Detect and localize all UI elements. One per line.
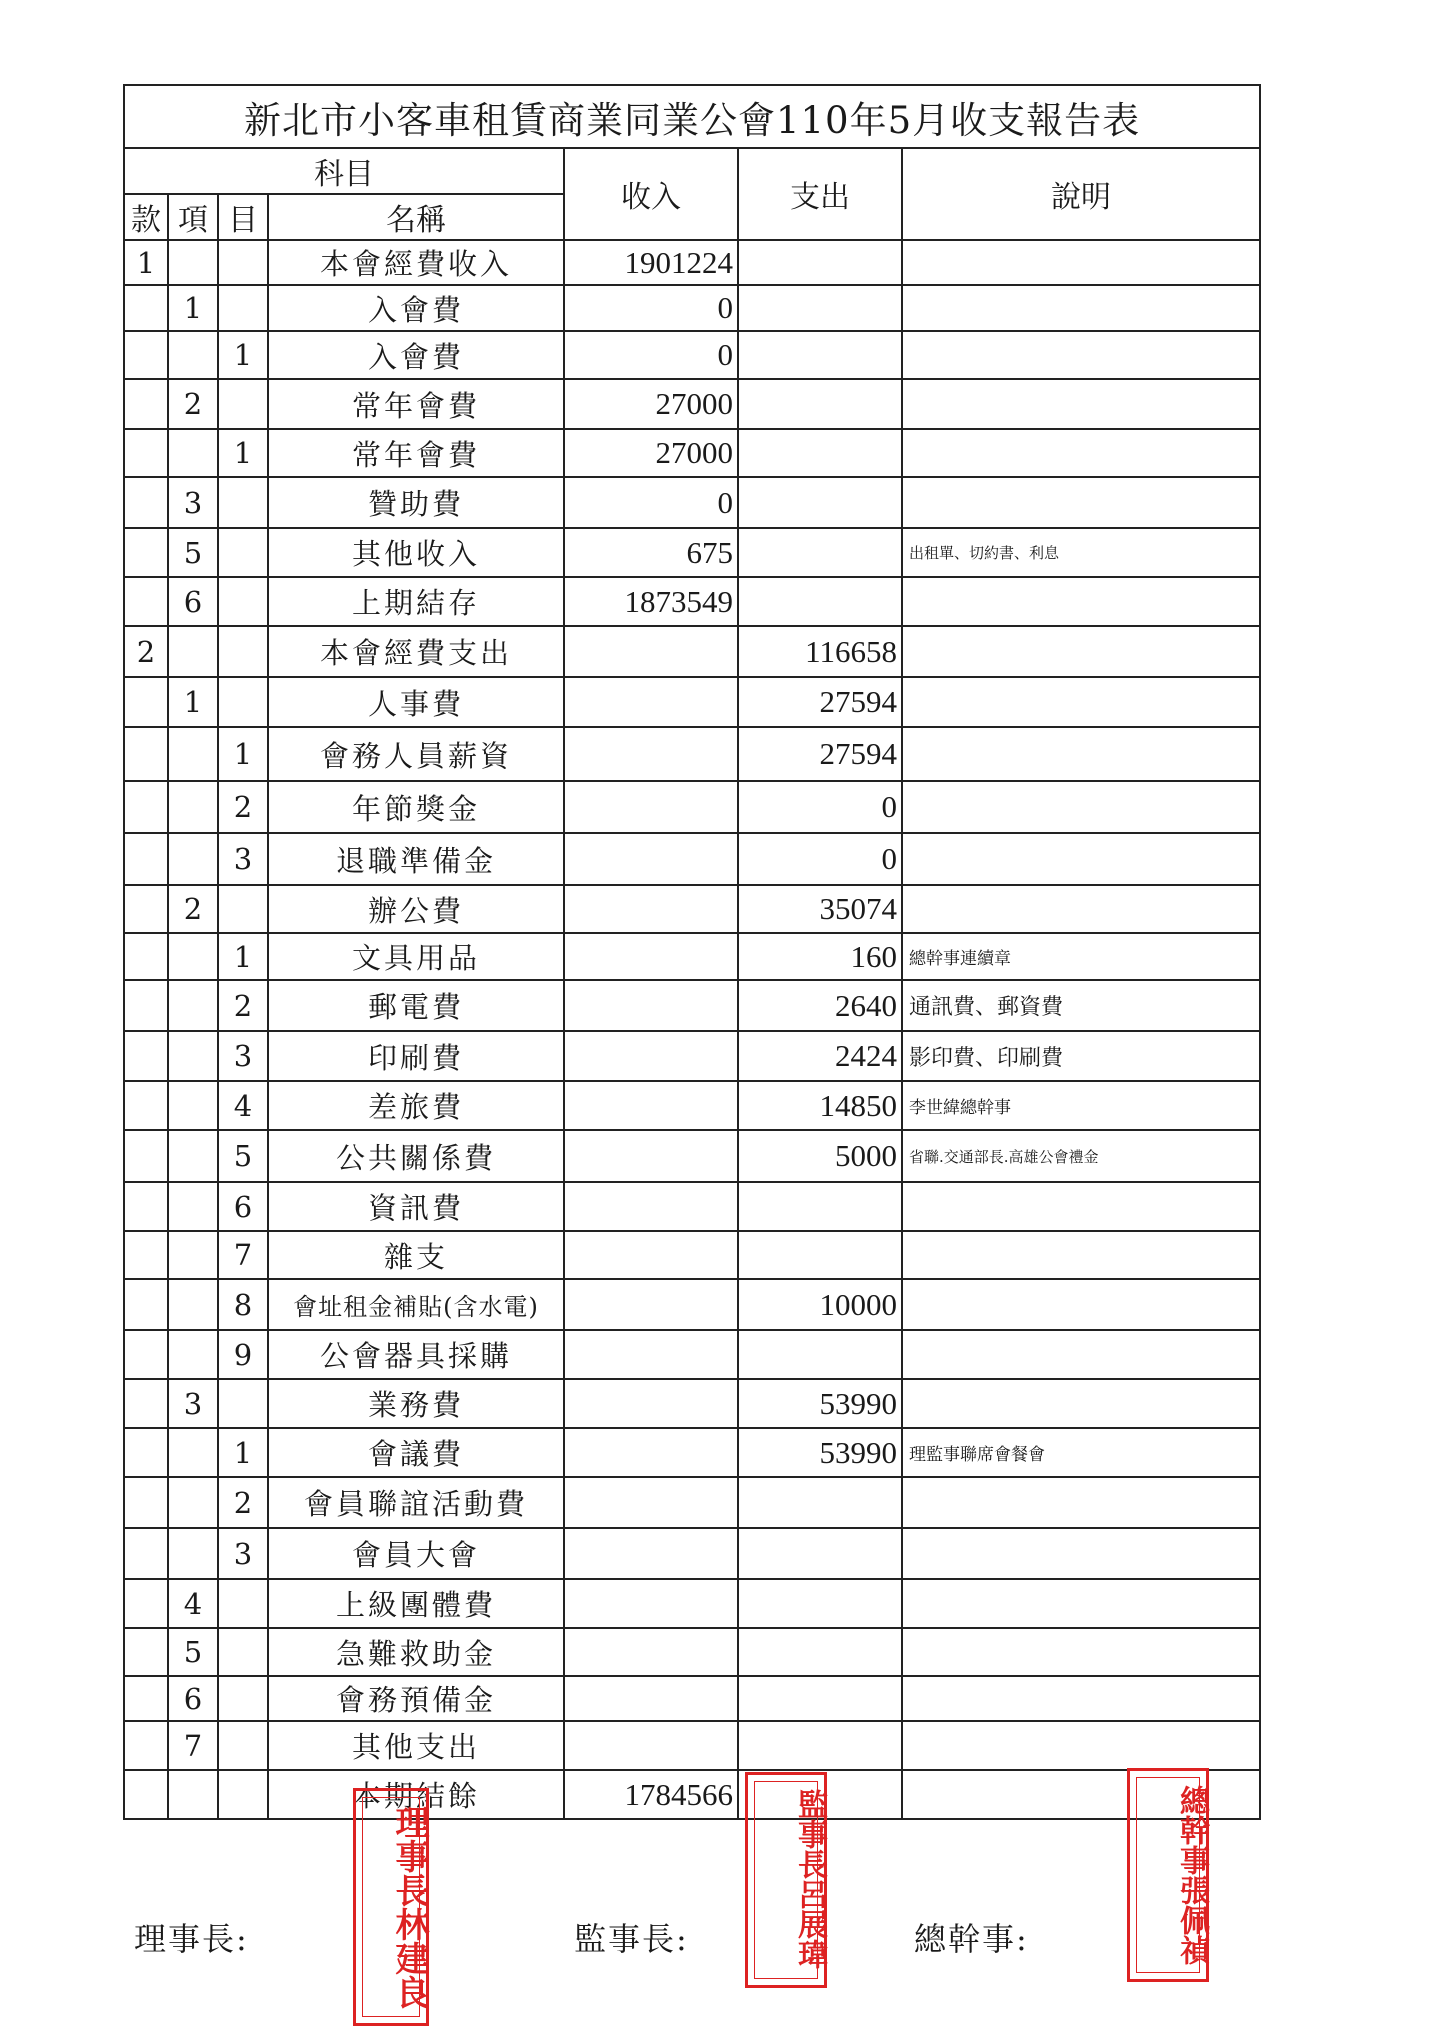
kuan-cell bbox=[124, 1379, 168, 1428]
income-cell bbox=[564, 1721, 738, 1770]
table-row bbox=[124, 1579, 1260, 1628]
kuan-cell bbox=[124, 833, 168, 885]
item-name-cell: 急難救助金 bbox=[268, 1628, 564, 1676]
note-cell bbox=[902, 833, 1260, 885]
income-expense-report-table bbox=[123, 84, 1261, 1820]
note-cell bbox=[902, 240, 1260, 285]
income-cell: 0 bbox=[564, 285, 738, 331]
item-name-cell: 差旅費 bbox=[268, 1081, 564, 1130]
item-name-cell: 人事費 bbox=[268, 677, 564, 727]
mu-cell bbox=[218, 885, 268, 933]
income-cell: 27000 bbox=[564, 379, 738, 429]
mu-header: 目 bbox=[218, 194, 268, 240]
note-cell: 通訊費、郵資費 bbox=[902, 980, 1260, 1031]
secretary-stamp-text: 總幹事張佩禎 bbox=[1174, 1785, 1209, 1965]
note-cell: 省聯.交通部長.高雄公會禮金 bbox=[902, 1130, 1260, 1182]
table-row bbox=[124, 1081, 1260, 1130]
item-name-cell: 文具用品 bbox=[268, 933, 564, 980]
kuan-cell bbox=[124, 1770, 168, 1819]
expense-cell: 2424 bbox=[738, 1031, 902, 1081]
table-row bbox=[124, 833, 1260, 885]
mu-cell: 8 bbox=[218, 1279, 268, 1330]
xiang-cell bbox=[168, 1330, 218, 1379]
item-name-cell: 公共關係費 bbox=[268, 1130, 564, 1182]
kuan-cell bbox=[124, 429, 168, 477]
item-name-cell: 會務人員薪資 bbox=[268, 727, 564, 781]
table-row bbox=[124, 1676, 1260, 1721]
note-cell bbox=[902, 677, 1260, 727]
kuan-cell bbox=[124, 331, 168, 379]
kuan-cell bbox=[124, 1579, 168, 1628]
xiang-cell: 3 bbox=[168, 477, 218, 528]
table-row bbox=[124, 528, 1260, 577]
kuan-cell bbox=[124, 1031, 168, 1081]
expense-cell: 53990 bbox=[738, 1379, 902, 1428]
kuan-cell bbox=[124, 980, 168, 1031]
xiang-cell bbox=[168, 980, 218, 1031]
income-cell bbox=[564, 1081, 738, 1130]
expense-cell: 27594 bbox=[738, 677, 902, 727]
expense-cell bbox=[738, 331, 902, 379]
item-name-cell: 印刷費 bbox=[268, 1031, 564, 1081]
income-cell bbox=[564, 727, 738, 781]
mu-cell: 6 bbox=[218, 1182, 268, 1231]
income-cell bbox=[564, 885, 738, 933]
xiang-cell: 6 bbox=[168, 577, 218, 626]
table-row bbox=[124, 477, 1260, 528]
xiang-cell bbox=[168, 626, 218, 677]
table-row bbox=[124, 240, 1260, 285]
mu-cell: 2 bbox=[218, 980, 268, 1031]
note-cell bbox=[902, 577, 1260, 626]
xiang-cell: 1 bbox=[168, 677, 218, 727]
note-cell bbox=[902, 1676, 1260, 1721]
income-cell bbox=[564, 781, 738, 833]
income-cell bbox=[564, 1379, 738, 1428]
mu-cell: 3 bbox=[218, 833, 268, 885]
table-row bbox=[124, 1182, 1260, 1231]
kuan-cell bbox=[124, 477, 168, 528]
note-cell bbox=[902, 1721, 1260, 1770]
kuan-cell bbox=[124, 1721, 168, 1770]
note-cell bbox=[902, 1579, 1260, 1628]
item-name-cell: 上期結存 bbox=[268, 577, 564, 626]
expense-cell: 35074 bbox=[738, 885, 902, 933]
kuan-cell bbox=[124, 781, 168, 833]
expense-cell bbox=[738, 285, 902, 331]
mu-cell: 2 bbox=[218, 1477, 268, 1528]
income-cell bbox=[564, 1676, 738, 1721]
table-row bbox=[124, 1130, 1260, 1182]
xiang-cell: 5 bbox=[168, 1628, 218, 1676]
mu-cell: 9 bbox=[218, 1330, 268, 1379]
table-row bbox=[124, 1428, 1260, 1477]
income-cell: 675 bbox=[564, 528, 738, 577]
kuan-cell bbox=[124, 727, 168, 781]
note-cell bbox=[902, 331, 1260, 379]
mu-cell: 1 bbox=[218, 727, 268, 781]
xiang-cell bbox=[168, 1081, 218, 1130]
income-cell bbox=[564, 833, 738, 885]
mu-cell bbox=[218, 379, 268, 429]
income-cell bbox=[564, 1279, 738, 1330]
income-cell: 27000 bbox=[564, 429, 738, 477]
kuan-cell bbox=[124, 933, 168, 980]
table-row bbox=[124, 1477, 1260, 1528]
note-cell: 出租單、切約書、利息 bbox=[902, 528, 1260, 577]
income-cell bbox=[564, 677, 738, 727]
mu-cell bbox=[218, 1628, 268, 1676]
table-row bbox=[124, 1031, 1260, 1081]
income-cell: 0 bbox=[564, 331, 738, 379]
note-cell: 理監事聯席會餐會 bbox=[902, 1428, 1260, 1477]
expense-cell: 5000 bbox=[738, 1130, 902, 1182]
expense-cell: 10000 bbox=[738, 1279, 902, 1330]
table-row bbox=[124, 1770, 1260, 1819]
table-row bbox=[124, 285, 1260, 331]
table-row bbox=[124, 885, 1260, 933]
table-row bbox=[124, 933, 1260, 980]
item-name-cell: 會務預備金 bbox=[268, 1676, 564, 1721]
expense-header: 支出 bbox=[738, 148, 902, 240]
kuan-cell bbox=[124, 577, 168, 626]
income-cell bbox=[564, 1579, 738, 1628]
kuan-cell: 1 bbox=[124, 240, 168, 285]
note-cell bbox=[902, 885, 1260, 933]
expense-cell bbox=[738, 1579, 902, 1628]
mu-cell: 1 bbox=[218, 933, 268, 980]
income-header: 收入 bbox=[564, 148, 738, 240]
item-name-cell: 會員聯誼活動費 bbox=[268, 1477, 564, 1528]
note-cell bbox=[902, 285, 1260, 331]
supervisor-label: 監事長: bbox=[574, 1920, 689, 1958]
mu-cell bbox=[218, 1721, 268, 1770]
income-cell bbox=[564, 626, 738, 677]
table-row bbox=[124, 781, 1260, 833]
xiang-cell bbox=[168, 240, 218, 285]
xiang-cell: 1 bbox=[168, 285, 218, 331]
xiang-cell: 2 bbox=[168, 379, 218, 429]
mu-cell: 3 bbox=[218, 1031, 268, 1081]
xiang-cell bbox=[168, 1031, 218, 1081]
xiang-cell bbox=[168, 1130, 218, 1182]
expense-cell: 27594 bbox=[738, 727, 902, 781]
mu-cell: 2 bbox=[218, 781, 268, 833]
note-cell bbox=[902, 1628, 1260, 1676]
expense-cell bbox=[738, 1528, 902, 1579]
income-cell bbox=[564, 933, 738, 980]
kuan-cell bbox=[124, 1676, 168, 1721]
expense-cell: 14850 bbox=[738, 1081, 902, 1130]
xiang-header: 項 bbox=[168, 194, 218, 240]
expense-cell bbox=[738, 477, 902, 528]
expense-cell bbox=[738, 1330, 902, 1379]
table-row bbox=[124, 577, 1260, 626]
item-name-cell: 雜支 bbox=[268, 1231, 564, 1279]
xiang-cell bbox=[168, 1231, 218, 1279]
expense-cell bbox=[738, 1477, 902, 1528]
mu-cell bbox=[218, 477, 268, 528]
kuan-cell bbox=[124, 1477, 168, 1528]
note-cell bbox=[902, 1379, 1260, 1428]
mu-cell bbox=[218, 285, 268, 331]
table-row bbox=[124, 727, 1260, 781]
income-cell bbox=[564, 1477, 738, 1528]
table-row bbox=[124, 980, 1260, 1031]
expense-cell: 0 bbox=[738, 833, 902, 885]
table-row bbox=[124, 1721, 1260, 1770]
kuan-cell bbox=[124, 379, 168, 429]
subject-header: 科目 bbox=[124, 148, 564, 194]
item-name-cell: 年節獎金 bbox=[268, 781, 564, 833]
note-cell: 總幹事連續章 bbox=[902, 933, 1260, 980]
xiang-cell: 4 bbox=[168, 1579, 218, 1628]
item-name-cell: 業務費 bbox=[268, 1379, 564, 1428]
income-cell bbox=[564, 1031, 738, 1081]
item-name-cell: 退職準備金 bbox=[268, 833, 564, 885]
xiang-cell bbox=[168, 331, 218, 379]
xiang-cell: 2 bbox=[168, 885, 218, 933]
note-cell bbox=[902, 1528, 1260, 1579]
mu-cell bbox=[218, 626, 268, 677]
income-cell bbox=[564, 1182, 738, 1231]
expense-cell bbox=[738, 429, 902, 477]
expense-cell bbox=[738, 240, 902, 285]
note-cell bbox=[902, 1330, 1260, 1379]
xiang-cell bbox=[168, 727, 218, 781]
note-cell: 李世緯總幹事 bbox=[902, 1081, 1260, 1130]
table-row bbox=[124, 1379, 1260, 1428]
xiang-cell: 3 bbox=[168, 1379, 218, 1428]
report-title: 新北市小客車租賃商業同業公會110年5月收支報告表 bbox=[124, 85, 1260, 148]
xiang-cell bbox=[168, 1279, 218, 1330]
item-name-cell: 其他支出 bbox=[268, 1721, 564, 1770]
kuan-cell bbox=[124, 1279, 168, 1330]
item-name-cell: 常年會費 bbox=[268, 429, 564, 477]
expense-cell bbox=[738, 1628, 902, 1676]
item-name-cell: 常年會費 bbox=[268, 379, 564, 429]
income-cell bbox=[564, 1528, 738, 1579]
xiang-cell bbox=[168, 1770, 218, 1819]
expense-cell: 0 bbox=[738, 781, 902, 833]
table-row bbox=[124, 1330, 1260, 1379]
note-cell bbox=[902, 1231, 1260, 1279]
expense-cell bbox=[738, 1231, 902, 1279]
note-cell bbox=[902, 626, 1260, 677]
table-row bbox=[124, 677, 1260, 727]
table-row bbox=[124, 331, 1260, 379]
table-row bbox=[124, 1231, 1260, 1279]
mu-cell bbox=[218, 1770, 268, 1819]
item-name-cell: 上級團體費 bbox=[268, 1579, 564, 1628]
secretary-label: 總幹事: bbox=[914, 1920, 1029, 1958]
item-name-cell: 公會器具採購 bbox=[268, 1330, 564, 1379]
kuan-cell bbox=[124, 885, 168, 933]
income-cell: 1784566 bbox=[564, 1770, 738, 1819]
table-row bbox=[124, 626, 1260, 677]
kuan-cell bbox=[124, 1628, 168, 1676]
report-body bbox=[124, 240, 1260, 1819]
note-cell bbox=[902, 781, 1260, 833]
xiang-cell: 6 bbox=[168, 1676, 218, 1721]
mu-cell: 4 bbox=[218, 1081, 268, 1130]
income-cell: 1901224 bbox=[564, 240, 738, 285]
kuan-cell: 2 bbox=[124, 626, 168, 677]
note-cell bbox=[902, 477, 1260, 528]
xiang-cell bbox=[168, 1528, 218, 1579]
expense-cell bbox=[738, 1676, 902, 1721]
mu-cell: 1 bbox=[218, 331, 268, 379]
chairman-stamp-text: 理事長林建良 bbox=[389, 1805, 429, 2009]
item-name-cell: 郵電費 bbox=[268, 980, 564, 1031]
expense-cell bbox=[738, 379, 902, 429]
item-name-cell: 資訊費 bbox=[268, 1182, 564, 1231]
xiang-cell bbox=[168, 933, 218, 980]
kuan-cell bbox=[124, 1528, 168, 1579]
chairman-label: 理事長: bbox=[134, 1920, 249, 1958]
income-cell bbox=[564, 1428, 738, 1477]
table-row bbox=[124, 429, 1260, 477]
note-cell bbox=[902, 727, 1260, 781]
note-cell bbox=[902, 1182, 1260, 1231]
item-name-cell: 本會經費收入 bbox=[268, 240, 564, 285]
income-cell bbox=[564, 1628, 738, 1676]
mu-cell: 5 bbox=[218, 1130, 268, 1182]
kuan-cell bbox=[124, 285, 168, 331]
mu-cell bbox=[218, 677, 268, 727]
kuan-cell bbox=[124, 1081, 168, 1130]
expense-cell bbox=[738, 1182, 902, 1231]
kuan-cell bbox=[124, 1428, 168, 1477]
item-name-cell: 會議費 bbox=[268, 1428, 564, 1477]
xiang-cell: 5 bbox=[168, 528, 218, 577]
note-header: 說明 bbox=[902, 148, 1260, 240]
mu-cell: 3 bbox=[218, 1528, 268, 1579]
expense-cell: 116658 bbox=[738, 626, 902, 677]
note-cell: 影印費、印刷費 bbox=[902, 1031, 1260, 1081]
expense-cell bbox=[738, 528, 902, 577]
note-cell bbox=[902, 1477, 1260, 1528]
kuan-cell bbox=[124, 1330, 168, 1379]
item-name-cell: 本期結餘 bbox=[268, 1770, 564, 1819]
mu-cell bbox=[218, 577, 268, 626]
table-row bbox=[124, 379, 1260, 429]
mu-cell: 7 bbox=[218, 1231, 268, 1279]
item-name-cell: 入會費 bbox=[268, 331, 564, 379]
table-row bbox=[124, 1628, 1260, 1676]
expense-cell: 160 bbox=[738, 933, 902, 980]
mu-cell bbox=[218, 528, 268, 577]
xiang-cell: 7 bbox=[168, 1721, 218, 1770]
xiang-cell bbox=[168, 1428, 218, 1477]
xiang-cell bbox=[168, 833, 218, 885]
xiang-cell bbox=[168, 429, 218, 477]
income-cell: 0 bbox=[564, 477, 738, 528]
expense-cell: 53990 bbox=[738, 1428, 902, 1477]
income-cell bbox=[564, 1130, 738, 1182]
note-cell bbox=[902, 1279, 1260, 1330]
item-name-cell: 本會經費支出 bbox=[268, 626, 564, 677]
mu-cell: 1 bbox=[218, 429, 268, 477]
xiang-cell bbox=[168, 1477, 218, 1528]
xiang-cell bbox=[168, 781, 218, 833]
mu-cell bbox=[218, 1379, 268, 1428]
item-name-cell: 其他收入 bbox=[268, 528, 564, 577]
item-name-cell: 入會費 bbox=[268, 285, 564, 331]
note-cell bbox=[902, 379, 1260, 429]
expense-cell bbox=[738, 1721, 902, 1770]
item-name-cell: 會址租金補貼(含水電) bbox=[268, 1279, 564, 1330]
kuan-cell bbox=[124, 1182, 168, 1231]
income-cell bbox=[564, 1330, 738, 1379]
item-name-cell: 贊助費 bbox=[268, 477, 564, 528]
kuan-cell bbox=[124, 1130, 168, 1182]
mu-cell bbox=[218, 1676, 268, 1721]
kuan-cell bbox=[124, 1231, 168, 1279]
expense-cell: 2640 bbox=[738, 980, 902, 1031]
item-name-cell: 會員大會 bbox=[268, 1528, 564, 1579]
xiang-cell bbox=[168, 1182, 218, 1231]
income-cell bbox=[564, 1231, 738, 1279]
note-cell bbox=[902, 429, 1260, 477]
supervisor-stamp-text: 監事長呂展瑋 bbox=[792, 1789, 827, 1969]
chairman-stamp bbox=[353, 1788, 429, 2026]
table-row bbox=[124, 1528, 1260, 1579]
mu-cell: 1 bbox=[218, 1428, 268, 1477]
expense-cell bbox=[738, 577, 902, 626]
supervisor-stamp bbox=[745, 1772, 827, 1988]
mu-cell bbox=[218, 1579, 268, 1628]
kuan-cell bbox=[124, 677, 168, 727]
income-cell: 1873549 bbox=[564, 577, 738, 626]
secretary-stamp bbox=[1127, 1768, 1209, 1982]
item-name-cell: 辦公費 bbox=[268, 885, 564, 933]
kuan-cell bbox=[124, 528, 168, 577]
table-row bbox=[124, 1279, 1260, 1330]
mu-cell bbox=[218, 240, 268, 285]
kuan-header: 款 bbox=[124, 194, 168, 240]
income-cell bbox=[564, 980, 738, 1031]
name-header: 名稱 bbox=[268, 194, 564, 240]
